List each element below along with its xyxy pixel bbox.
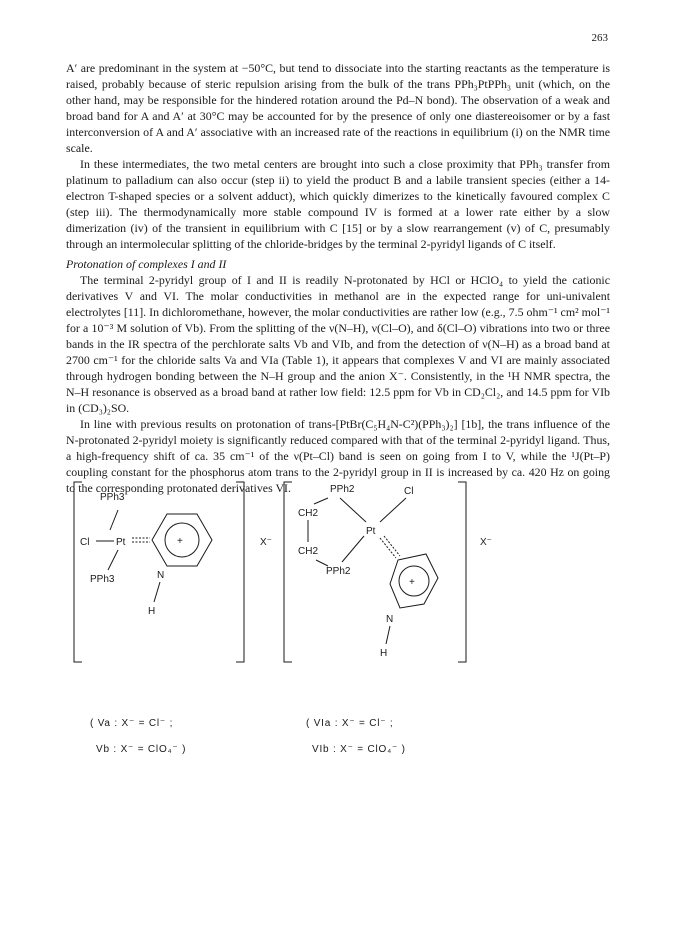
left-bracket-close [236, 482, 244, 662]
bond-p-pt-top [340, 498, 366, 522]
n-label: N [157, 570, 165, 581]
paragraph-1: A′ are predominant in the system at −50°C, but tend to dissociate into the starting reactants as the temperature is raised, probably because of steric repulsion arising from the bulk of the trans PPh₃PtPPh₃ unit (which, on the other hand, may be responsible for the hindered rotation around the Pd–N bond). The observation of a weak and broad band for A and A′ at 30°C may be accounted for by the presence of only one diastereoisomer or by a fast interconversion of A and A′ associative with an increased rate of the reactions in equilibrium (i) on the NMR time scale. [66, 61, 610, 155]
bond-pt-p-bottom [342, 536, 364, 562]
pt-label-right: Pt [366, 526, 376, 537]
bond-pt-cl [380, 498, 406, 522]
caption-v-line1: ( Va : X⁻ = Cl⁻ ; [90, 718, 174, 729]
right-bracket-open [284, 482, 292, 662]
caption-v-line2: Vb : X⁻ = ClO₄⁻ ) [96, 744, 187, 755]
h-label: H [148, 606, 156, 617]
bond-pt-pph3-top [110, 510, 118, 530]
paragraph-2: In these intermediates, the two metal centers are brought into such a close proximity that PPh₃ transfer from platinum to palladium can also occur (step ii) to yield the product B and a labile transient species (either a 14-electron T-shaped species or a solvent adduct), which quickly dimerizes to the kinetically favoured complex C (step iii). The thermodynamically more stable compound IV is formed at a lower rate either by a slow dimerization (iv) of the transient in equilibrium with C [15] or by a slow rearrangement (v) of C, presumably through an intermolecular splitting of the chloride-bridges by the terminal 2-pyridyl ligands of C itself. [66, 157, 610, 251]
bond-n-h [154, 582, 160, 602]
cl-label: Cl [80, 537, 90, 548]
n-label-right: N [386, 614, 394, 625]
cl-label-right: Cl [404, 486, 414, 497]
ch2-top-label: CH2 [298, 508, 319, 519]
caption-vi-line1: ( VIa : X⁻ = Cl⁻ ; [306, 718, 394, 729]
structure-vi [284, 482, 492, 755]
anion-label-right: X⁻ [480, 537, 492, 548]
bond-p-ch2-top [314, 498, 328, 504]
plus-charge-right: + [409, 577, 415, 588]
paragraph-3: The terminal 2-pyridyl group of I and II is readily N-protonated by HCl or HClO₄ to yield the cationic derivatives V and VI. The molar conductivities in methanol are in the expected range for uni-univalent electrolytes [11]. In dichloromethane, however, the molar conductivities are rather low (e.g., 7.5 ohm⁻¹ cm² mol⁻¹ for a 10⁻³ M solution of Vb). From the splitting of the ν(N–H), ν(Cl–O), and δ(Cl–O) vibrations into two or three bands in the IR spectra of the perchlorate salts Vb and VIb, and from the detection of ν(N–H) as a broad band at 2700 cm⁻¹ for the chloride salts Va and VIa (Table 1), it appears that complexes V and VI are mainly associated through hydrogen bonding between the N–H group and the anion X⁻. Consistently, in the ¹H NMR spectra, the N–H resonance is observed as a broad band at rather low field: 12.5 ppm for Vb in CD₂Cl₂, and 14.5 ppm for VIb in (CD₃)₂SO. [66, 273, 610, 415]
plus-charge: + [177, 536, 183, 547]
h-label-right: H [380, 648, 388, 659]
pph3-bottom-label: PPh3 [90, 574, 115, 585]
caption-vi-line2: VIb : X⁻ = ClO₄⁻ ) [312, 744, 406, 755]
structures-svg [60, 470, 620, 870]
chemical-structures-figure [60, 470, 620, 870]
section-heading: Protonation of complexes I and II [66, 257, 227, 271]
pph2-bottom-label: PPh2 [326, 566, 351, 577]
article-body [66, 60, 610, 496]
pt-label: Pt [116, 537, 126, 548]
pph2-top-label: PPh2 [330, 484, 355, 495]
left-bracket-open [74, 482, 82, 662]
ch2-bottom-label: CH2 [298, 546, 319, 557]
anion-label-left: X⁻ [260, 537, 272, 548]
paragraph-4: In line with previous results on protonation of trans-[PtBr(C₅H₄N-C²)(PPh₃)₂] [1b], the trans influence of the N-protonated 2-pyridyl moiety is significantly reduced compared with that of the terminal 2-pyridyl ligand. Thus, a high-frequency shift of ca. 35 cm⁻¹ of the ν(Pt–Cl) band is seen on going from I to V, while the ¹J(Pt–P) coupling constant for the phosphorus atom trans to the 2-pyridyl group in II is increased by ca. 420 Hz on going to the corresponding protonated derivatives VI. [66, 417, 610, 495]
pph3-top-label: PPh3 [100, 492, 125, 503]
right-bracket-close [458, 482, 466, 662]
bond-pt-pph3-bottom [108, 550, 118, 570]
bond-n-h-right [386, 626, 390, 644]
structure-v [74, 482, 272, 755]
page-number: 263 [591, 32, 608, 44]
